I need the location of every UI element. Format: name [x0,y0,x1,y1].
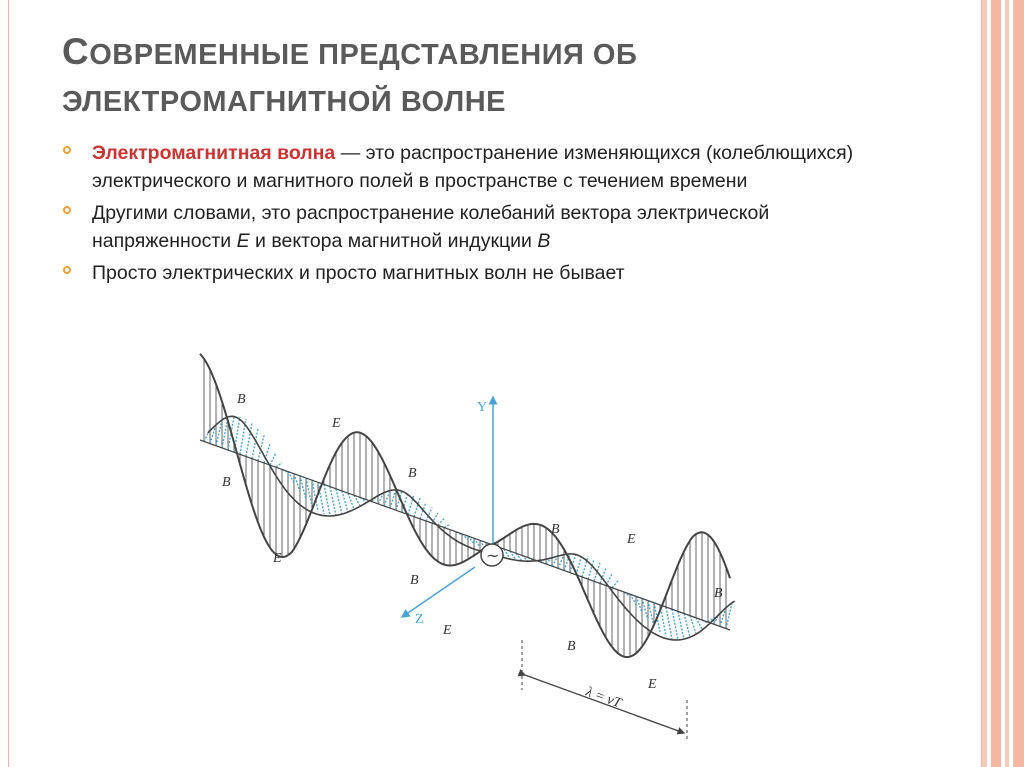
slide-title [62,26,762,123]
b-vector [558,555,564,569]
title-capital: С [62,31,90,72]
title-line-2: ЭЛЕКТРОМАГНИТНОЙ ВОЛНЕ [62,86,507,118]
bullet-item-no-pure-waves [62,260,862,288]
b-vector [672,609,678,640]
var-b: B [537,229,551,252]
bullet-list [62,140,862,293]
b-vector [690,616,696,634]
bullet-item-definition [62,140,862,195]
b-vector [222,418,228,448]
b-vector [270,453,276,465]
b-vector [612,581,618,588]
label-e-5: E [648,677,657,692]
var-e: E [236,229,250,252]
bullet-text: Просто электрических и просто магнитных волн не бывает [92,262,625,284]
b-vector [684,614,690,638]
b-vector [678,611,684,639]
b-vector [438,519,444,526]
label-b-6: B [567,639,576,654]
b-vector [642,599,648,620]
b-vector [666,607,672,639]
label-b-5: B [551,522,560,537]
label-e-1: E [332,416,341,431]
b-vector [300,476,306,500]
b-vector [336,489,342,515]
b-wave-curve [208,416,735,640]
decor-stripe-4 [1013,0,1024,767]
b-vector [576,555,582,575]
b-field-vectors [204,416,732,640]
label-b-3: B [408,466,417,481]
b-vector [258,435,264,460]
title-line-1 [62,26,762,81]
bullet-text-part1: Другими словами, это распространение колебаний вектора электрической напряженности [92,202,770,252]
b-vector [444,524,450,527]
bullet-term: Электромагнитная волна [92,142,336,164]
label-b-4: B [410,573,419,588]
em-wave-diagram [190,345,740,745]
z-axis-label: Z [415,612,424,627]
label-b-2: B [222,475,231,490]
b-vector [306,478,312,506]
label-e-3: E [443,623,452,638]
b-vector [276,463,282,468]
b-vector [648,601,654,627]
b-vector [342,491,348,512]
decor-stripe-2 [991,0,1001,767]
label-b-7: B [714,586,723,601]
bullet-item-vectors [62,200,862,255]
source-symbol: ~ [486,546,500,565]
decor-stripe-3 [1005,0,1009,767]
title-rest: ОВРЕМЕННЫЕ ПРЕДСТАВЛЕНИЯ ОБ [89,39,638,71]
decor-stripe-1 [982,0,987,767]
label-e-2: E [273,551,282,566]
b-vector [324,485,330,516]
y-axis-label: Y [477,400,488,415]
e-field-vectors [204,359,726,657]
b-vector [330,487,336,516]
label-b-1: B [237,392,246,407]
bullet-text: — это распространение изменяющихся (колеблющихся) электрического и магнитного полей в пространстве с течением времени [92,142,854,192]
bullet-marker-icon [63,206,71,214]
bullet-marker-icon [63,266,71,274]
wavelength-label: λ = vT [583,684,624,712]
b-vector [390,490,396,508]
bullet-text-part2: и вектора магнитной индукции [249,229,538,252]
propagation-axis [200,440,730,630]
label-e-4: E [627,532,636,547]
b-vector [294,474,300,492]
bullet-marker-icon [63,146,71,154]
